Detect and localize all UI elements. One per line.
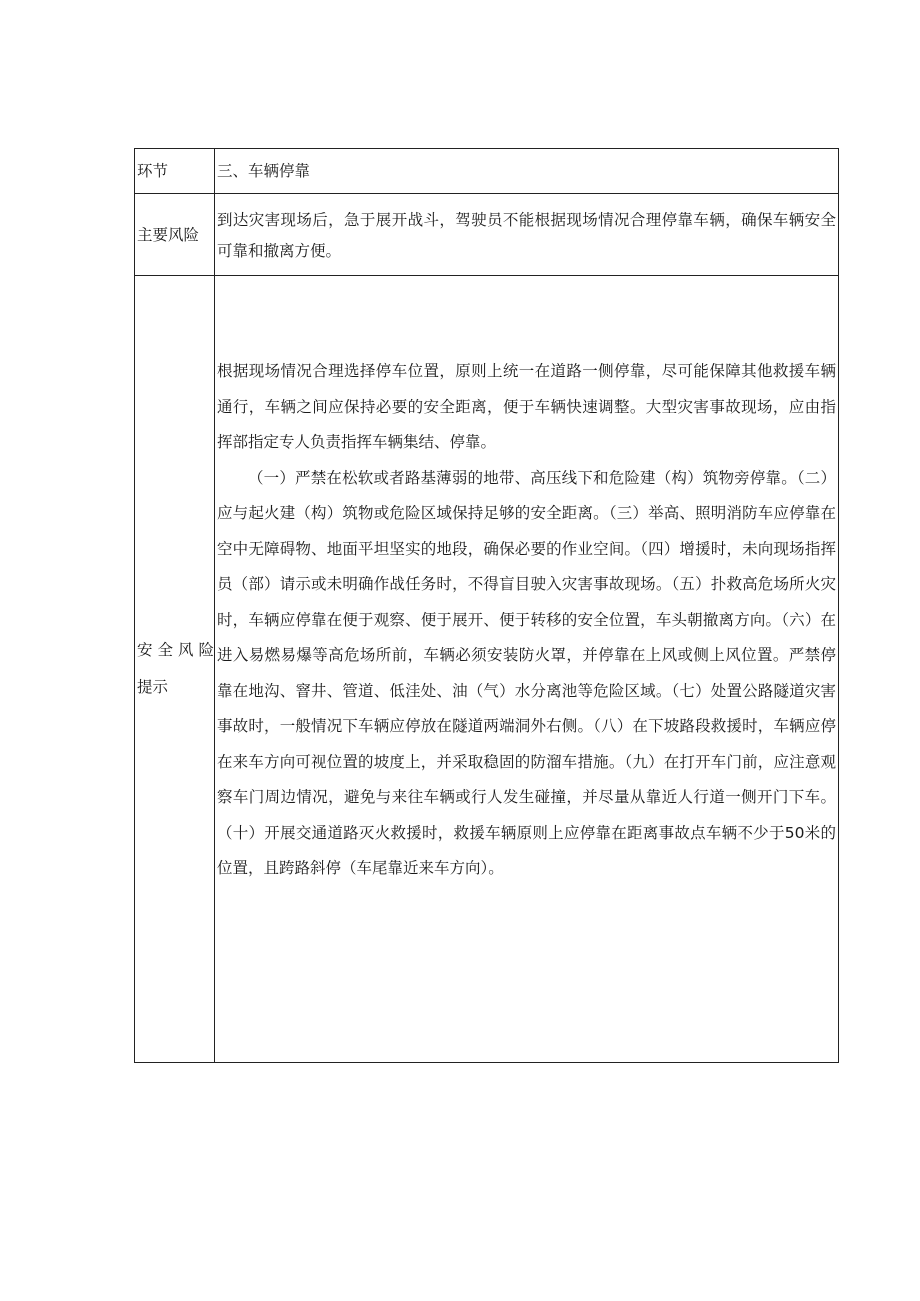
- table-row-safety-tips: [135, 276, 839, 1063]
- table-row-main-risk: [135, 194, 839, 276]
- safety-tips-paragraph-1: 根据现场情况合理选择停车位置，原则上统一在道路一侧停靠，尽可能保障其他救援车辆通行，车辆之间应保持必要的安全距离，便于车辆快速调整。大型灾害事故现场，应由指挥部指定专人负责指挥车辆集结、停靠。: [217, 362, 836, 451]
- safety-tips-label-line1: 安全风险: [137, 641, 220, 659]
- main-risk-cell: [215, 194, 839, 276]
- stage-label: 环节: [135, 149, 215, 194]
- main-risk-text: 到达灾害现场后，急于展开战斗，驾驶员不能根据现场情况合理停靠车辆，确保车辆安全可靠和撤离方便。: [217, 210, 836, 260]
- table-row-stage: [135, 149, 839, 194]
- safety-tips-cell: [215, 276, 839, 1063]
- safety-tips-body: [217, 354, 836, 887]
- main-risk-label: 主要风险: [135, 194, 215, 276]
- stage-value: 三、车辆停靠: [215, 149, 839, 194]
- safety-tips-paragraph-2: （一）严禁在松软或者路基薄弱的地带、高压线下和危险建（构）筑物旁停靠。（二）应与起火建（构）筑物或危险区域保持足够的安全距离。（三）举高、照明消防车应停靠在空中无障碍物、地面平坦坚实的地段，确保必要的作业空间。（四）增援时，未向现场指挥员（部）请示或未明确作战任务时，不得盲目驶入灾害事故现场。（五）扑救高危场所火灾时，车辆应停靠在便于观察、便于展开、便于转移的安全位置，车头朝撤离方向。（六）在进入易燃易爆等高危场所前，车辆必须安装防火罩，并停靠在上风或侧上风位置。严禁停靠在地沟、窨井、管道、低洼处、油（气）水分离池等危险区域。（七）处置公路隧道灾害事故时，一般情况下车辆应停放在隧道两端洞外右侧。（八）在下坡路段救援时，车辆应停在来车方向可视位置的坡度上，并采取稳固的防溜车措施。（九）在打开车门前，应注意观察车门周边情况，避免与来往车辆或行人发生碰撞，并尽量从靠近人行道一侧开门下车。（十）开展交通道路灭火救援时，救援车辆原则上应停靠在距离事故点车辆不少于50米的位置，且跨路斜停（车尾靠近来车方向）。: [217, 468, 836, 877]
- safety-tips-label-line2: 提示: [137, 678, 169, 696]
- safety-tips-label: [135, 276, 220, 1063]
- risk-table: [134, 148, 839, 1063]
